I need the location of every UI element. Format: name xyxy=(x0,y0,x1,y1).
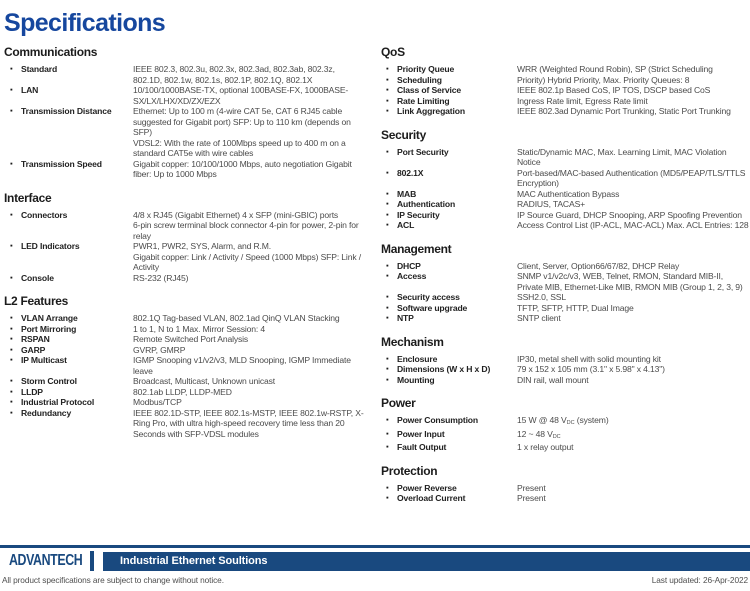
spec-label-cell xyxy=(10,106,133,138)
bullet-icon: ▪ xyxy=(386,146,389,156)
spec-row xyxy=(4,64,364,85)
spec-label: Standard xyxy=(21,64,58,74)
section-l2-features xyxy=(4,294,364,439)
logo-separator xyxy=(90,551,94,571)
spec-row xyxy=(381,415,750,429)
spec-value: IEEE 802.1D-STP, IEEE 802.1s-MSTP, IEEE 802.1w-RSTP, X-Ring Pro, with ultra high-speed recovery time less than 20 Seconds with SFP-VDSL modules xyxy=(133,407,364,439)
spec-label-cell xyxy=(10,324,133,335)
spec-label: IP Security xyxy=(397,209,440,220)
spec-label-cell xyxy=(10,210,133,221)
spec-label-cell xyxy=(386,261,517,272)
bullet-icon: ▪ xyxy=(386,209,389,219)
spec-label-cell xyxy=(10,273,133,284)
spec-row xyxy=(381,168,750,189)
spec-row xyxy=(381,493,750,504)
spec-value: SSH2.0, SSL xyxy=(517,292,566,302)
bullet-icon: ▪ xyxy=(386,415,389,424)
section-security xyxy=(381,128,750,231)
spec-value: 1 to 1, N to 1 Max. Mirror Session: 4 xyxy=(133,323,266,334)
section-heading: Interface xyxy=(4,190,52,205)
spec-value: 6-pin screw terminal block connector 4-pin for power, 2-pin for relay xyxy=(133,220,359,241)
spec-label: Rate Limiting xyxy=(397,95,450,106)
spec-value: IEEE 802.3, 802.3u, 802.3x, 802.3ad, 802.3ab, 802.3z, 802.1D, 802.1w, 802.1s, 802.1P, 802.1Q, 802.1X xyxy=(133,64,335,85)
spec-label-cell xyxy=(386,210,517,221)
spec-label-cell xyxy=(386,199,517,210)
section-heading: QoS xyxy=(381,45,405,59)
spec-value: 1 x relay output xyxy=(517,442,574,452)
bullet-icon: ▪ xyxy=(10,397,13,406)
spec-label: LLDP xyxy=(21,386,43,397)
spec-label-cell xyxy=(10,387,133,398)
spec-label-cell xyxy=(10,313,133,324)
bullet-icon: ▪ xyxy=(386,353,389,363)
spec-value: RADIUS, TACAS+ xyxy=(517,199,586,209)
spec-label-cell xyxy=(386,147,517,168)
spec-label: Mounting xyxy=(397,374,435,385)
banner-bar xyxy=(103,552,750,571)
spec-row xyxy=(381,75,750,86)
bullet-icon: ▪ xyxy=(386,313,389,322)
spec-label: Port Security xyxy=(397,146,449,157)
banner-title: Industrial Ethernet Soultions xyxy=(120,555,268,567)
spec-value: Access Control List (IP-ACL, MAC-ACL) Max. ACL Entries: 128 xyxy=(517,220,749,230)
spec-label: IP Multicast xyxy=(21,355,67,365)
spec-label: Industrial Protocol xyxy=(21,397,95,407)
bullet-icon: ▪ xyxy=(386,442,389,451)
bullet-icon: ▪ xyxy=(10,376,13,385)
bullet-icon: ▪ xyxy=(10,407,13,417)
spec-value: PWR1, PWR2, SYS, Alarm, and R.M. xyxy=(133,241,271,251)
bullet-icon xyxy=(10,138,21,159)
spec-label: LED Indicators xyxy=(21,241,80,251)
spec-value: Port-based/MAC-based Authentication (MD5/PEAP/TLS/TTLS Encryption) xyxy=(517,167,746,188)
spec-label: Connectors xyxy=(21,209,68,220)
spec-label-cell xyxy=(386,429,517,443)
spec-row xyxy=(381,199,750,210)
bullet-icon: ▪ xyxy=(10,241,13,250)
spec-row xyxy=(381,429,750,443)
spec-label-cell xyxy=(10,159,133,180)
spec-value: 802.1ab LLDP, LLDP-MED xyxy=(133,386,232,397)
bullet-icon: ▪ xyxy=(386,64,389,73)
spec-value: IP Source Guard, DHCP Snooping, ARP Spoofing Prevention xyxy=(517,209,742,220)
spec-label-cell xyxy=(10,397,133,408)
section-heading: Management xyxy=(381,241,452,256)
spec-label-cell xyxy=(386,303,517,314)
spec-value: Modbus/TCP xyxy=(133,397,182,407)
spec-row xyxy=(4,85,364,106)
spec-label: Enclosure xyxy=(397,353,438,364)
spec-label: GARP xyxy=(21,344,46,355)
spec-row xyxy=(4,220,364,241)
spec-row xyxy=(381,364,750,375)
spec-label-cell xyxy=(10,408,133,440)
spec-row xyxy=(381,271,750,292)
spec-value: Ethernet: Up to 100 m (4-wire CAT 5e, CAT 6 RJ45 cable suggested for Gigabit port) SFP: Up to 110 km (depends on SFP) xyxy=(133,106,351,137)
spec-label-cell xyxy=(10,85,133,106)
spec-label-cell xyxy=(386,189,517,200)
spec-row xyxy=(381,220,750,231)
bullet-icon: ▪ xyxy=(10,85,13,94)
spec-row xyxy=(4,324,364,335)
spec-value: 802.1Q Tag-based VLAN, 802.1ad QinQ VLAN Stacking xyxy=(133,313,340,323)
bullet-icon: ▪ xyxy=(386,260,389,270)
spec-row xyxy=(4,313,364,324)
spec-value: Priority) Hybrid Priority, Max. Priority Queues: 8 xyxy=(517,74,690,85)
spec-value: TFTP, SFTP, HTTP, Dual Image xyxy=(517,302,634,313)
spec-label-cell xyxy=(10,355,133,376)
spec-label: 802.1X xyxy=(397,167,424,178)
footer-notes xyxy=(2,575,748,585)
section-communications xyxy=(4,45,364,180)
bullet-icon: ▪ xyxy=(386,271,389,280)
spec-row xyxy=(4,252,364,273)
spec-row xyxy=(4,241,364,252)
spec-value: Remote Switched Port Analysis xyxy=(133,334,249,344)
spec-value: Broadcast, Multicast, Unknown unicast xyxy=(133,376,276,386)
footer-divider xyxy=(0,545,750,548)
spec-value: RS-232 (RJ45) xyxy=(133,272,189,283)
section-qos xyxy=(381,45,750,117)
spec-value: 4/8 x RJ45 (Gigabit Ethernet) 4 x SFP (mini-GBIC) ports xyxy=(133,209,339,220)
spec-row xyxy=(381,303,750,314)
spec-label: Transmission Speed xyxy=(21,158,102,169)
bullet-icon: ▪ xyxy=(386,302,389,312)
spec-label-cell xyxy=(10,138,133,159)
spec-label: Transmission Distance xyxy=(21,106,112,116)
spec-label-cell xyxy=(386,375,517,386)
spec-label: Dimensions (W x H x D) xyxy=(397,364,491,374)
column-left xyxy=(4,38,364,439)
spec-row xyxy=(4,210,364,221)
spec-label: DHCP xyxy=(397,260,421,271)
spec-row xyxy=(4,159,364,180)
bullet-icon: ▪ xyxy=(10,334,13,343)
bullet-icon: ▪ xyxy=(386,188,389,198)
spec-columns xyxy=(0,38,750,504)
section-protection xyxy=(381,464,750,504)
spec-label: Console xyxy=(21,272,54,283)
spec-value: WRR (Weighted Round Robin), SP (Strict Scheduling xyxy=(517,64,713,74)
spec-row xyxy=(4,273,364,284)
spec-label: Class of Service xyxy=(397,85,462,95)
spec-value: IEEE 802.1p Based CoS, IP TOS, DSCP based CoS xyxy=(517,85,711,95)
bullet-icon xyxy=(10,252,21,273)
spec-value: SNTP client xyxy=(517,313,561,323)
spec-row xyxy=(381,442,750,453)
bullet-icon: ▪ xyxy=(386,220,389,229)
spec-label-cell xyxy=(386,75,517,86)
spec-row xyxy=(381,85,750,96)
section-heading: L2 Features xyxy=(4,294,69,308)
spec-row xyxy=(381,354,750,365)
spec-value: Gigabit copper: 10/100/1000 Mbps, auto negotiation Gigabit fiber: Up to 1000 Mbps xyxy=(133,158,352,179)
bullet-icon: ▪ xyxy=(10,323,13,333)
spec-label-cell xyxy=(10,241,133,252)
bullet-icon: ▪ xyxy=(10,158,13,168)
spec-row xyxy=(4,355,364,376)
spec-label-cell xyxy=(386,415,517,429)
spec-label: Storm Control xyxy=(21,376,77,386)
bullet-icon: ▪ xyxy=(386,74,389,84)
bullet-icon: ▪ xyxy=(10,355,13,364)
spec-label: Power Consumption xyxy=(397,415,478,425)
spec-value: VDSL2: With the rate of 100Mbps speed up to 400 m on a standard CAT5e with wire cables xyxy=(133,137,346,158)
spec-value: 15 W @ 48 $V_{DC}$ (system) xyxy=(517,415,609,426)
section-management xyxy=(381,242,750,324)
spec-value: GVRP, GMRP xyxy=(133,344,186,355)
spec-value: Present xyxy=(517,493,546,503)
spec-label-cell xyxy=(10,334,133,345)
bullet-icon: ▪ xyxy=(386,374,389,384)
spec-row xyxy=(381,96,750,107)
spec-label-cell xyxy=(386,96,517,107)
spec-label-cell xyxy=(386,313,517,324)
spec-value: IP30, metal shell with solid mounting kit xyxy=(517,353,661,364)
spec-label-cell xyxy=(386,292,517,303)
spec-row xyxy=(381,189,750,200)
spec-label-cell xyxy=(10,64,133,85)
spec-value: Client, Server, Option66/67/82, DHCP Relay xyxy=(517,260,680,271)
spec-row xyxy=(4,408,364,440)
spec-row xyxy=(4,397,364,408)
bullet-icon: ▪ xyxy=(10,386,13,396)
spec-label: Priority Queue xyxy=(397,64,455,74)
spec-row xyxy=(381,210,750,221)
spec-row xyxy=(381,375,750,386)
spec-label-cell xyxy=(10,252,133,273)
spec-label-cell xyxy=(10,345,133,356)
spec-label-cell xyxy=(386,106,517,117)
spec-row xyxy=(381,483,750,494)
section-mechanism xyxy=(381,335,750,386)
bullet-icon: ▪ xyxy=(386,95,389,105)
bullet-icon: ▪ xyxy=(386,106,389,115)
spec-label: Overload Current xyxy=(397,493,466,503)
spec-row xyxy=(4,345,364,356)
bullet-icon: ▪ xyxy=(386,482,389,492)
spec-label: ACL xyxy=(397,220,415,230)
bullet-icon: ▪ xyxy=(386,428,389,438)
spec-label: NTP xyxy=(397,313,414,323)
spec-label: Power Input xyxy=(397,428,445,439)
spec-row xyxy=(381,147,750,168)
bullet-icon: ▪ xyxy=(10,64,13,73)
spec-label-cell xyxy=(386,168,517,189)
spec-label-cell xyxy=(386,493,517,504)
spec-value: IEEE 802.3ad Dynamic Port Trunking, Static Port Trunking xyxy=(517,106,731,116)
spec-value: DIN rail, wall mount xyxy=(517,374,589,385)
spec-value: Present xyxy=(517,482,546,493)
spec-label-cell xyxy=(386,271,517,292)
spec-value: Gigabit copper: Link / Activity / Speed (1000 Mbps) SFP: Link / Activity xyxy=(133,251,361,272)
spec-row xyxy=(381,64,750,75)
spec-value: Static/Dynamic MAC, Max. Learning Limit, MAC Violation Notice xyxy=(517,146,727,167)
spec-label-cell xyxy=(10,220,133,241)
spec-label-cell xyxy=(386,64,517,75)
bullet-icon: ▪ xyxy=(386,292,389,301)
bullet-icon: ▪ xyxy=(386,199,389,208)
spec-label: Port Mirroring xyxy=(21,323,77,334)
footer-banner xyxy=(0,551,750,571)
spec-row xyxy=(381,261,750,272)
spec-label-cell xyxy=(10,376,133,387)
spec-value: 10/100/1000BASE-TX, optional 100BASE-FX, 1000BASE-SX/LX/LHX/XD/ZX/EZX xyxy=(133,85,349,106)
bullet-icon: ▪ xyxy=(10,209,13,219)
spec-label: Scheduling xyxy=(397,74,442,85)
footer-disclaimer: All product specifications are subject to change without notice. xyxy=(2,575,224,585)
advantech-logo: ADVANTECH xyxy=(9,552,83,569)
bullet-icon: ▪ xyxy=(10,313,13,322)
spec-label: Security access xyxy=(397,292,460,302)
bullet-icon: ▪ xyxy=(10,106,13,115)
spec-label-cell xyxy=(386,85,517,96)
page-title: Specifications xyxy=(4,9,166,37)
spec-row xyxy=(381,106,750,117)
section-heading: Mechanism xyxy=(381,334,444,349)
column-right xyxy=(364,38,750,504)
spec-label: Link Aggregation xyxy=(397,106,465,116)
bullet-icon xyxy=(10,220,21,241)
section-interface xyxy=(4,191,364,284)
section-power xyxy=(381,396,750,453)
spec-value: MAC Authentication Bypass xyxy=(517,188,620,199)
spec-label: Access xyxy=(397,271,427,281)
spec-value: Ingress Rate limit, Egress Rate limit xyxy=(517,95,648,106)
bullet-icon: ▪ xyxy=(386,493,389,502)
spec-row xyxy=(4,138,364,159)
footer-last-updated: Last updated: 26-Apr-2022 xyxy=(651,575,748,585)
spec-label-cell xyxy=(386,354,517,365)
spec-row xyxy=(381,292,750,303)
bullet-icon: ▪ xyxy=(386,167,389,177)
spec-label: Fault Output xyxy=(397,442,447,452)
bullet-icon: ▪ xyxy=(10,344,13,354)
bullet-icon: ▪ xyxy=(10,272,13,282)
spec-label: VLAN Arrange xyxy=(21,313,78,323)
spec-label-cell xyxy=(386,220,517,231)
spec-value: 12 ~ 48 $V_{DC}$ xyxy=(517,428,561,440)
spec-value: SNMP v1/v2c/v3, WEB, Telnet, RMON, Standard MIB-II, Private MIB, Ethernet-Like MIB, RMON MIB (Group 1, 2, 3, 9) xyxy=(517,271,743,292)
section-heading: Communications xyxy=(4,45,98,59)
spec-row xyxy=(4,106,364,138)
spec-row xyxy=(4,387,364,398)
spec-label: Software upgrade xyxy=(397,302,468,313)
spec-label-cell xyxy=(386,442,517,453)
spec-label-cell xyxy=(386,364,517,375)
section-heading: Power xyxy=(381,396,416,410)
spec-label: Authentication xyxy=(397,199,456,209)
spec-label: RSPAN xyxy=(21,334,50,344)
spec-label: Redundancy xyxy=(21,407,72,418)
bullet-icon: ▪ xyxy=(386,85,389,94)
section-heading: Security xyxy=(381,127,426,142)
spec-label: Power Reverse xyxy=(397,482,457,493)
section-heading: Protection xyxy=(381,463,438,478)
bullet-icon: ▪ xyxy=(386,364,389,373)
spec-row xyxy=(4,334,364,345)
spec-label: MAB xyxy=(397,188,417,199)
spec-row xyxy=(4,376,364,387)
spec-value: 79 x 152 x 105 mm (3.1" x 5.98" x 4.13") xyxy=(517,364,665,374)
spec-value: IGMP Snooping v1/v2/v3, MLD Snooping, IGMP Immediate leave xyxy=(133,355,351,376)
spec-label-cell xyxy=(386,483,517,494)
spec-label: LAN xyxy=(21,85,39,95)
spec-row xyxy=(381,313,750,324)
